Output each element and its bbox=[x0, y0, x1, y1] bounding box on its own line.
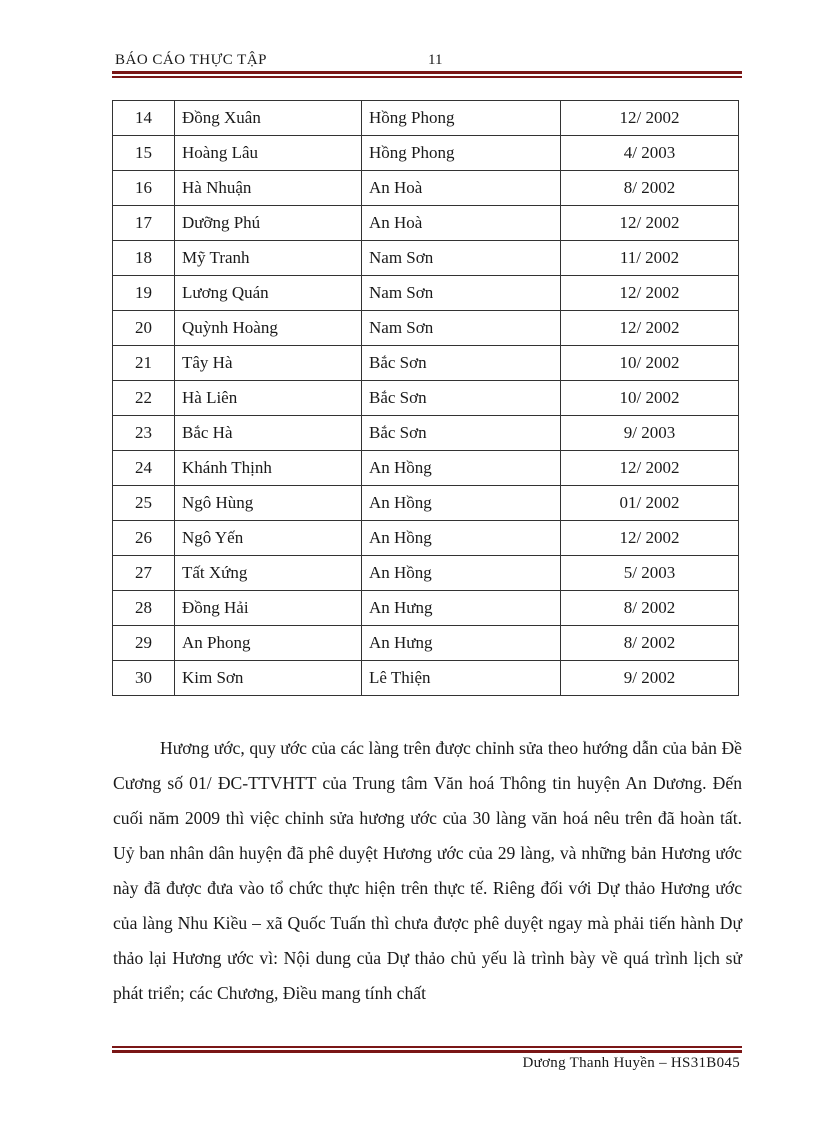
completion-date: 11/ 2002 bbox=[561, 241, 739, 276]
table-row bbox=[113, 521, 739, 556]
village-name: Khánh Thịnh bbox=[175, 451, 362, 486]
completion-date: 12/ 2002 bbox=[561, 451, 739, 486]
completion-date: 12/ 2002 bbox=[561, 276, 739, 311]
completion-date: 10/ 2002 bbox=[561, 346, 739, 381]
commune-name: Nam Sơn bbox=[362, 276, 561, 311]
row-number: 20 bbox=[113, 311, 175, 346]
row-number: 24 bbox=[113, 451, 175, 486]
commune-name: An Hồng bbox=[362, 556, 561, 591]
header-rule bbox=[112, 71, 742, 74]
completion-date: 8/ 2002 bbox=[561, 591, 739, 626]
village-name: Lương Quán bbox=[175, 276, 362, 311]
report-title: BÁO CÁO THỰC TẬP bbox=[115, 52, 268, 68]
table-row bbox=[113, 311, 739, 346]
commune-name: Bắc Sơn bbox=[362, 381, 561, 416]
row-number: 27 bbox=[113, 556, 175, 591]
row-number: 14 bbox=[113, 101, 175, 136]
table-row bbox=[113, 556, 739, 591]
page-number: 11 bbox=[428, 52, 443, 68]
row-number: 19 bbox=[113, 276, 175, 311]
row-number: 16 bbox=[113, 171, 175, 206]
table-row bbox=[113, 416, 739, 451]
table-row bbox=[113, 276, 739, 311]
commune-name: An Hưng bbox=[362, 591, 561, 626]
completion-date: 8/ 2002 bbox=[561, 171, 739, 206]
commune-name: An Hồng bbox=[362, 521, 561, 556]
commune-name: Nam Sơn bbox=[362, 311, 561, 346]
commune-name: An Hoà bbox=[362, 171, 561, 206]
row-number: 21 bbox=[113, 346, 175, 381]
village-name: Hoàng Lâu bbox=[175, 136, 362, 171]
table-row bbox=[113, 171, 739, 206]
commune-name: An Hoà bbox=[362, 206, 561, 241]
row-number: 26 bbox=[113, 521, 175, 556]
table-row bbox=[113, 451, 739, 486]
row-number: 17 bbox=[113, 206, 175, 241]
village-name: Tất Xứng bbox=[175, 556, 362, 591]
row-number: 23 bbox=[113, 416, 175, 451]
table-row bbox=[113, 346, 739, 381]
completion-date: 12/ 2002 bbox=[561, 311, 739, 346]
villages-table bbox=[112, 100, 739, 696]
row-number: 30 bbox=[113, 661, 175, 696]
commune-name: An Hồng bbox=[362, 486, 561, 521]
villages-table-body bbox=[113, 101, 739, 696]
row-number: 29 bbox=[113, 626, 175, 661]
footer-rule-secondary bbox=[112, 1050, 742, 1053]
table-row bbox=[113, 206, 739, 241]
table-row bbox=[113, 591, 739, 626]
commune-name: Bắc Sơn bbox=[362, 346, 561, 381]
footer-rule bbox=[112, 1046, 742, 1048]
completion-date: 9/ 2002 bbox=[561, 661, 739, 696]
commune-name: An Hưng bbox=[362, 626, 561, 661]
village-name: Hà Liên bbox=[175, 381, 362, 416]
village-name: Quỳnh Hoàng bbox=[175, 311, 362, 346]
row-number: 15 bbox=[113, 136, 175, 171]
village-name: Bắc Hà bbox=[175, 416, 362, 451]
table-row bbox=[113, 241, 739, 276]
completion-date: 12/ 2002 bbox=[561, 206, 739, 241]
row-number: 22 bbox=[113, 381, 175, 416]
village-name: Đồng Xuân bbox=[175, 101, 362, 136]
village-name: Dưỡng Phú bbox=[175, 206, 362, 241]
completion-date: 10/ 2002 bbox=[561, 381, 739, 416]
completion-date: 4/ 2003 bbox=[561, 136, 739, 171]
completion-date: 01/ 2002 bbox=[561, 486, 739, 521]
village-name: Tây Hà bbox=[175, 346, 362, 381]
paragraph-text: Hương ước, quy ước của các làng trên được chỉnh sửa theo hướng dẫn của bản Đề Cương số 01/ ĐC-TTVHTT của Trung tâm Văn hoá Thông tin huyện An Dương. Đến cuối năm 2009 thì việc chỉnh sửa hương ước của 30 làng văn hoá nêu trên đã hoàn tất. Uỷ ban nhân dân huyện đã phê duyệt Hương ước của 29 làng, và những bản Hương ước này đã được đưa vào tổ chức thực hiện trên thực tế. Riêng đối với Dự thảo Hương ước của làng Nhu Kiều – xã Quốc Tuấn thì chưa được phê duyệt ngay mà phải tiến hành Dự thảo lại Hương ước vì: Nội dung của Dự thảo chủ yếu là trình bày về quá trình lịch sử phát triển; các Chương, Điều mang tính chất bbox=[113, 738, 742, 1003]
body-paragraph bbox=[113, 731, 742, 1011]
table-row bbox=[113, 381, 739, 416]
completion-date: 8/ 2002 bbox=[561, 626, 739, 661]
completion-date: 9/ 2003 bbox=[561, 416, 739, 451]
row-number: 28 bbox=[113, 591, 175, 626]
table-row bbox=[113, 136, 739, 171]
completion-date: 5/ 2003 bbox=[561, 556, 739, 591]
footer-author: Dương Thanh Huyền – HS31B045 bbox=[522, 1055, 740, 1071]
table-row bbox=[113, 626, 739, 661]
completion-date: 12/ 2002 bbox=[561, 101, 739, 136]
table-row bbox=[113, 101, 739, 136]
commune-name: Bắc Sơn bbox=[362, 416, 561, 451]
village-name: Mỹ Tranh bbox=[175, 241, 362, 276]
village-name: Kim Sơn bbox=[175, 661, 362, 696]
village-name: Đồng Hải bbox=[175, 591, 362, 626]
table-row bbox=[113, 486, 739, 521]
village-name: An Phong bbox=[175, 626, 362, 661]
commune-name: An Hồng bbox=[362, 451, 561, 486]
commune-name: Hồng Phong bbox=[362, 136, 561, 171]
table-row bbox=[113, 661, 739, 696]
row-number: 18 bbox=[113, 241, 175, 276]
village-name: Hà Nhuận bbox=[175, 171, 362, 206]
village-name: Ngô Yến bbox=[175, 521, 362, 556]
village-name: Ngô Hùng bbox=[175, 486, 362, 521]
completion-date: 12/ 2002 bbox=[561, 521, 739, 556]
commune-name: Lê Thiện bbox=[362, 661, 561, 696]
commune-name: Nam Sơn bbox=[362, 241, 561, 276]
header-rule-secondary bbox=[112, 76, 742, 78]
row-number: 25 bbox=[113, 486, 175, 521]
commune-name: Hồng Phong bbox=[362, 101, 561, 136]
